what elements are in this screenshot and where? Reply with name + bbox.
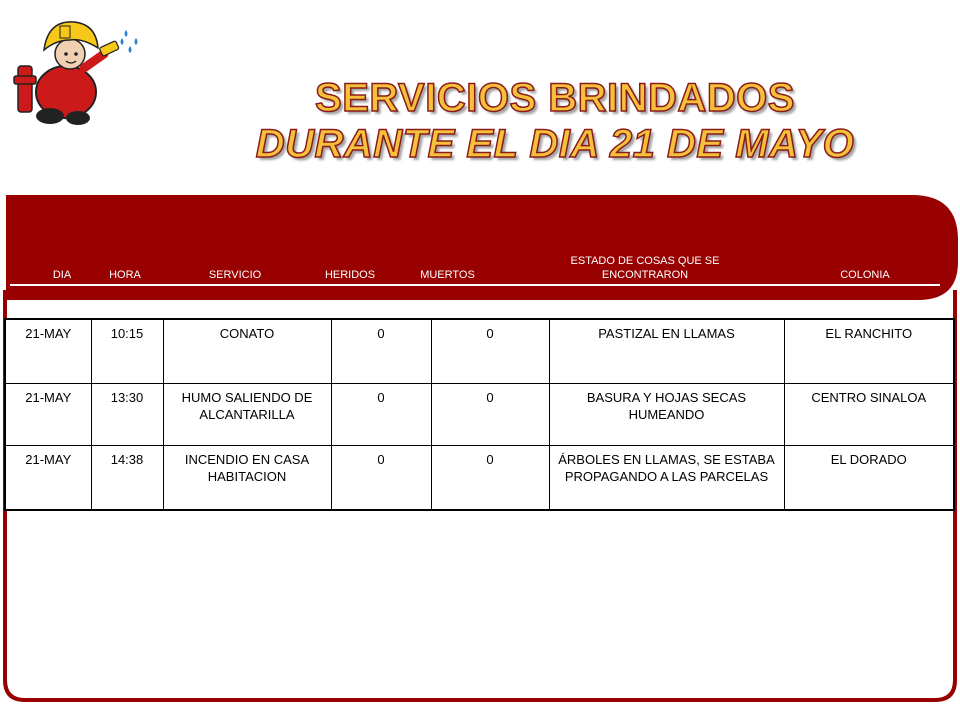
cell-hora: 13:30 bbox=[91, 384, 163, 446]
cell-estado: ÁRBOLES EN LLAMAS, SE ESTABA PROPAGANDO A LAS PARCELAS bbox=[549, 446, 784, 511]
cell-colonia: EL RANCHITO bbox=[784, 319, 954, 384]
title-line-1: SERVICIOS BRINDADOS bbox=[315, 76, 795, 120]
cell-hora: 14:38 bbox=[91, 446, 163, 511]
cell-dia: 21-MAY bbox=[5, 319, 91, 384]
cell-servicio: INCENDIO EN CASA HABITACION bbox=[163, 446, 331, 511]
column-headers bbox=[0, 240, 960, 290]
cell-colonia: CENTRO SINALOA bbox=[784, 384, 954, 446]
cell-servicio: HUMO SALIENDO DE ALCANTARILLA bbox=[163, 384, 331, 446]
cell-estado: BASURA Y HOJAS SECAS HUMEANDO bbox=[549, 384, 784, 446]
title-block bbox=[230, 75, 880, 167]
firefighter-mascot-icon bbox=[4, 8, 144, 133]
table-row bbox=[5, 446, 954, 511]
header-hora: HORA bbox=[109, 269, 141, 281]
cell-muertos: 0 bbox=[431, 384, 549, 446]
services-table bbox=[4, 318, 955, 511]
table-row bbox=[5, 319, 954, 384]
header-heridos: HERIDOS bbox=[324, 269, 376, 281]
cell-muertos: 0 bbox=[431, 319, 549, 384]
header-dia: DIA bbox=[52, 269, 72, 281]
title-line-2: DURANTE EL DIA 21 DE MAYO bbox=[255, 122, 855, 166]
header-estado: ESTADO DE COSAS QUE SE ENCONTRARON bbox=[570, 255, 720, 281]
cell-servicio: CONATO bbox=[163, 319, 331, 384]
cell-colonia: EL DORADO bbox=[784, 446, 954, 511]
cell-muertos: 0 bbox=[431, 446, 549, 511]
cell-hora: 10:15 bbox=[91, 319, 163, 384]
header-muertos: MUERTOS bbox=[420, 269, 475, 281]
header-servicio: SERVICIO bbox=[208, 269, 262, 281]
cell-dia: 21-MAY bbox=[5, 446, 91, 511]
cell-estado: PASTIZAL EN LLAMAS bbox=[549, 319, 784, 384]
header-colonia: COLONIA bbox=[840, 269, 890, 281]
cell-heridos: 0 bbox=[331, 319, 431, 384]
table-row bbox=[5, 384, 954, 446]
cell-heridos: 0 bbox=[331, 446, 431, 511]
cell-dia: 21-MAY bbox=[5, 384, 91, 446]
cell-heridos: 0 bbox=[331, 384, 431, 446]
